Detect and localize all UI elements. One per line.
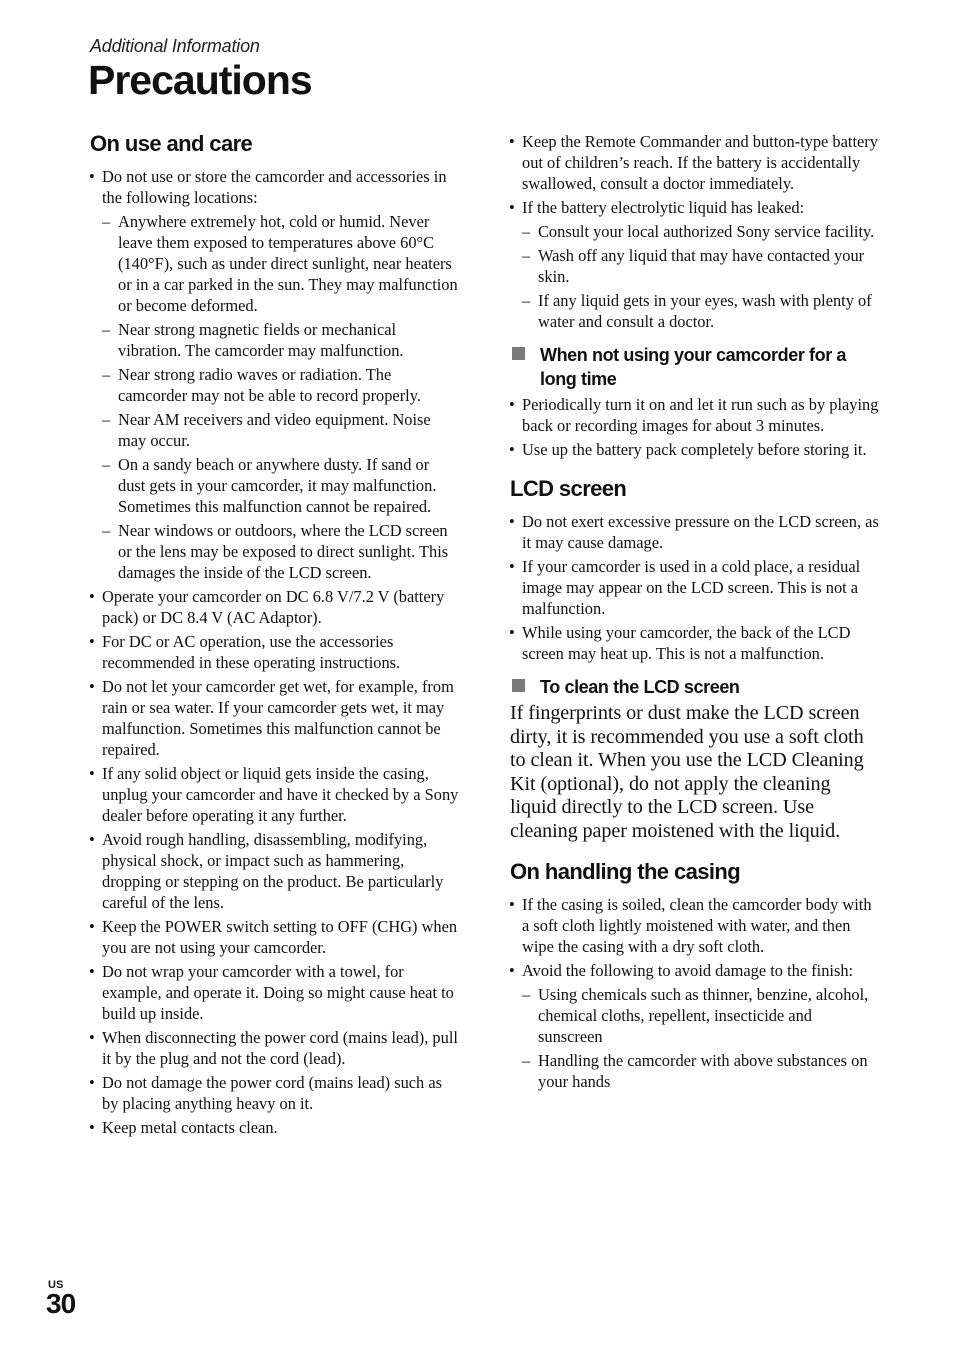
- heading-clean-lcd: [508, 675, 880, 699]
- list-item-text: Keep the POWER switch setting to OFF (CHG) when you are not using your camcorder.: [102, 917, 458, 957]
- right-column: [508, 131, 880, 1095]
- bullet-dot-icon: •: [509, 557, 515, 576]
- sub-list-item: [102, 409, 460, 451]
- sub-list-item-text: On a sandy beach or anywhere dusty. If sand or dust gets in your camcorder, it may malfunction. Sometimes this malfunction cannot be repaired.: [118, 455, 437, 516]
- list-item-text: Operate your camcorder on DC 6.8 V/7.2 V (battery pack) or DC 8.4 V (AC Adaptor).: [102, 587, 445, 627]
- list-item-text: Do not exert excessive pressure on the LCD screen, as it may cause damage.: [522, 512, 879, 552]
- sub-list-item: [102, 211, 460, 316]
- dash-icon: –: [522, 291, 531, 310]
- sub-list-item-text: Using chemicals such as thinner, benzine, alcohol, chemical cloths, repellent, insecticide and sunscreen: [538, 985, 869, 1046]
- bullet-dot-icon: •: [509, 395, 515, 414]
- sub-list-item-text: If any liquid gets in your eyes, wash with plenty of water and consult a doctor.: [538, 291, 872, 331]
- sub-list-item: [522, 984, 880, 1047]
- list-item: [88, 916, 460, 958]
- bullet-dot-icon: •: [89, 830, 95, 849]
- square-marker-icon: [512, 347, 525, 360]
- square-marker-icon: [512, 679, 525, 692]
- lcd-list: [508, 511, 880, 664]
- bullet-dot-icon: •: [509, 895, 515, 914]
- page-number: 30: [46, 1288, 76, 1319]
- bullet-dot-icon: •: [89, 1118, 95, 1137]
- bullet-dot-icon: •: [89, 962, 95, 981]
- sub-list-item: [522, 290, 880, 332]
- dash-icon: –: [522, 985, 531, 1004]
- sub-list-item-text: Handling the camcorder with above substances on your hands: [538, 1051, 868, 1091]
- list-item: [88, 676, 460, 760]
- bullet-dot-icon: •: [509, 132, 515, 151]
- list-item-text: Avoid rough handling, disassembling, modifying, physical shock, or impact such as hammering, dropping or stepping on the product. Be particularly careful of the lens.: [102, 830, 444, 912]
- page-title: Precautions: [88, 57, 312, 103]
- heading-clean-lcd-text: To clean the LCD screen: [540, 677, 740, 697]
- dash-icon: –: [102, 365, 111, 384]
- bullet-dot-icon: •: [89, 764, 95, 783]
- list-item-text: If the battery electrolytic liquid has leaked:: [522, 198, 805, 217]
- list-item: [88, 586, 460, 628]
- list-item-text: While using your camcorder, the back of the LCD screen may heat up. This is not a malfunction.: [522, 623, 851, 663]
- finish-sublist: [522, 984, 880, 1092]
- list-item: [88, 1117, 460, 1138]
- heading-lcd-screen: LCD screen: [510, 476, 627, 501]
- list-item: [88, 961, 460, 1024]
- sub-list-item-text: Wash off any liquid that may have contacted your skin.: [538, 246, 865, 286]
- list-item: [508, 439, 880, 460]
- clean-lcd-paragraph: If fingerprints or dust make the LCD screen dirty, it is recommended you use a soft cloth to clean it. When you use the LCD Cleaning Kit (optional), do not apply the cleaning liquid directly to the LCD screen. Use cleaning paper moistened with the liquid.: [510, 702, 864, 842]
- sub-list-item: [102, 520, 460, 583]
- battery-list: [508, 131, 880, 332]
- bullet-dot-icon: •: [509, 198, 515, 217]
- dash-icon: –: [102, 410, 111, 429]
- bullet-dot-icon: •: [89, 167, 95, 186]
- list-item-text: Do not use or store the camcorder and accessories in the following locations:: [102, 167, 447, 207]
- list-item-text: Do not damage the power cord (mains lead) such as by placing anything heavy on it.: [102, 1073, 442, 1113]
- list-item: [508, 511, 880, 553]
- dash-icon: –: [102, 455, 111, 474]
- heading-use-and-care: On use and care: [90, 131, 253, 156]
- list-item-text: If any solid object or liquid gets inside the casing, unplug your camcorder and have it checked by a Sony dealer before operating it any further.: [102, 764, 459, 825]
- sub-list-item: [522, 245, 880, 287]
- bullet-dot-icon: •: [89, 1073, 95, 1092]
- list-item: [88, 829, 460, 913]
- sub-list-item-text: Consult your local authorized Sony service facility.: [538, 222, 875, 241]
- list-item-text: When disconnecting the power cord (mains lead), pull it by the plug and not the cord (lead).: [102, 1028, 458, 1068]
- heading-handling-casing: On handling the casing: [510, 859, 741, 884]
- list-item: [88, 631, 460, 673]
- list-item-text: Use up the battery pack completely before storing it.: [522, 440, 867, 459]
- bullet-dot-icon: •: [89, 632, 95, 651]
- bullet-dot-icon: •: [509, 512, 515, 531]
- location-sublist: [102, 211, 460, 583]
- list-item: [508, 197, 880, 332]
- list-item-text: Avoid the following to avoid damage to the finish:: [522, 961, 854, 980]
- list-item: [88, 763, 460, 826]
- dash-icon: –: [522, 246, 531, 265]
- heading-long-time-text: When not using your camcorder for a long time: [540, 345, 847, 389]
- sub-list-item: [102, 454, 460, 517]
- bullet-dot-icon: •: [509, 440, 515, 459]
- list-item: [508, 394, 880, 436]
- bullet-dot-icon: •: [89, 677, 95, 696]
- list-item: [88, 166, 460, 583]
- dash-icon: –: [522, 222, 531, 241]
- list-item: [88, 1072, 460, 1114]
- long-time-list: [508, 394, 880, 460]
- list-item: [508, 622, 880, 664]
- list-item-text: For DC or AC operation, use the accessories recommended in these operating instructions.: [102, 632, 401, 672]
- left-column: [88, 130, 460, 1141]
- dash-icon: –: [102, 521, 111, 540]
- bullet-dot-icon: •: [89, 587, 95, 606]
- leak-sublist: [522, 221, 880, 332]
- sub-list-item-text: Near strong radio waves or radiation. The camcorder may not be able to record properly.: [118, 365, 421, 405]
- section-label: Additional Information: [90, 36, 260, 56]
- bullet-dot-icon: •: [89, 917, 95, 936]
- dash-icon: –: [102, 212, 111, 231]
- sub-list-item: [522, 1050, 880, 1092]
- list-item-text: Do not wrap your camcorder with a towel, for example, and operate it. Doing so might cause heat to build up inside.: [102, 962, 454, 1023]
- dash-icon: –: [522, 1051, 531, 1070]
- use-and-care-list: [88, 166, 460, 1138]
- casing-list: [508, 894, 880, 1092]
- list-item-text: If the casing is soiled, clean the camcorder body with a soft cloth lightly moistened with water, and then wipe the casing with a dry soft cloth.: [522, 895, 872, 956]
- sub-list-item: [102, 364, 460, 406]
- bullet-dot-icon: •: [89, 1028, 95, 1047]
- sub-list-item-text: Near windows or outdoors, where the LCD screen or the lens may be exposed to direct sunlight. This damages the inside of the LCD screen.: [118, 521, 449, 582]
- list-item: [508, 556, 880, 619]
- sub-list-item-text: Near AM receivers and video equipment. Noise may occur.: [118, 410, 431, 450]
- heading-long-time: [508, 343, 880, 391]
- list-item: [508, 960, 880, 1092]
- sub-list-item-text: Anywhere extremely hot, cold or humid. Never leave them exposed to temperatures above 60°C (140°F), such as under direct sunlight, near heaters or in a car parked in the sun. They may malfunction or become deformed.: [118, 212, 458, 315]
- list-item-text: Do not let your camcorder get wet, for example, from rain or sea water. If your camcorder gets wet, it may malfunction. Sometimes this malfunction cannot be repaired.: [102, 677, 454, 759]
- list-item-text: Keep the Remote Commander and button-type battery out of children’s reach. If the battery is accidentally swallowed, consult a doctor immediately.: [522, 132, 878, 193]
- bullet-dot-icon: •: [509, 623, 515, 642]
- sub-list-item: [522, 221, 880, 242]
- list-item-text: Keep metal contacts clean.: [102, 1118, 278, 1137]
- dash-icon: –: [102, 320, 111, 339]
- list-item: [508, 894, 880, 957]
- list-item: [88, 1027, 460, 1069]
- list-item-text: Periodically turn it on and let it run such as by playing back or recording images for about 3 minutes.: [522, 395, 879, 435]
- list-item-text: If your camcorder is used in a cold place, a residual image may appear on the LCD screen. This is not a malfunction.: [522, 557, 861, 618]
- list-item: [508, 131, 880, 194]
- sub-list-item-text: Near strong magnetic fields or mechanical vibration. The camcorder may malfunction.: [118, 320, 404, 360]
- bullet-dot-icon: •: [509, 961, 515, 980]
- region-code: US: [48, 1279, 64, 1291]
- sub-list-item: [102, 319, 460, 361]
